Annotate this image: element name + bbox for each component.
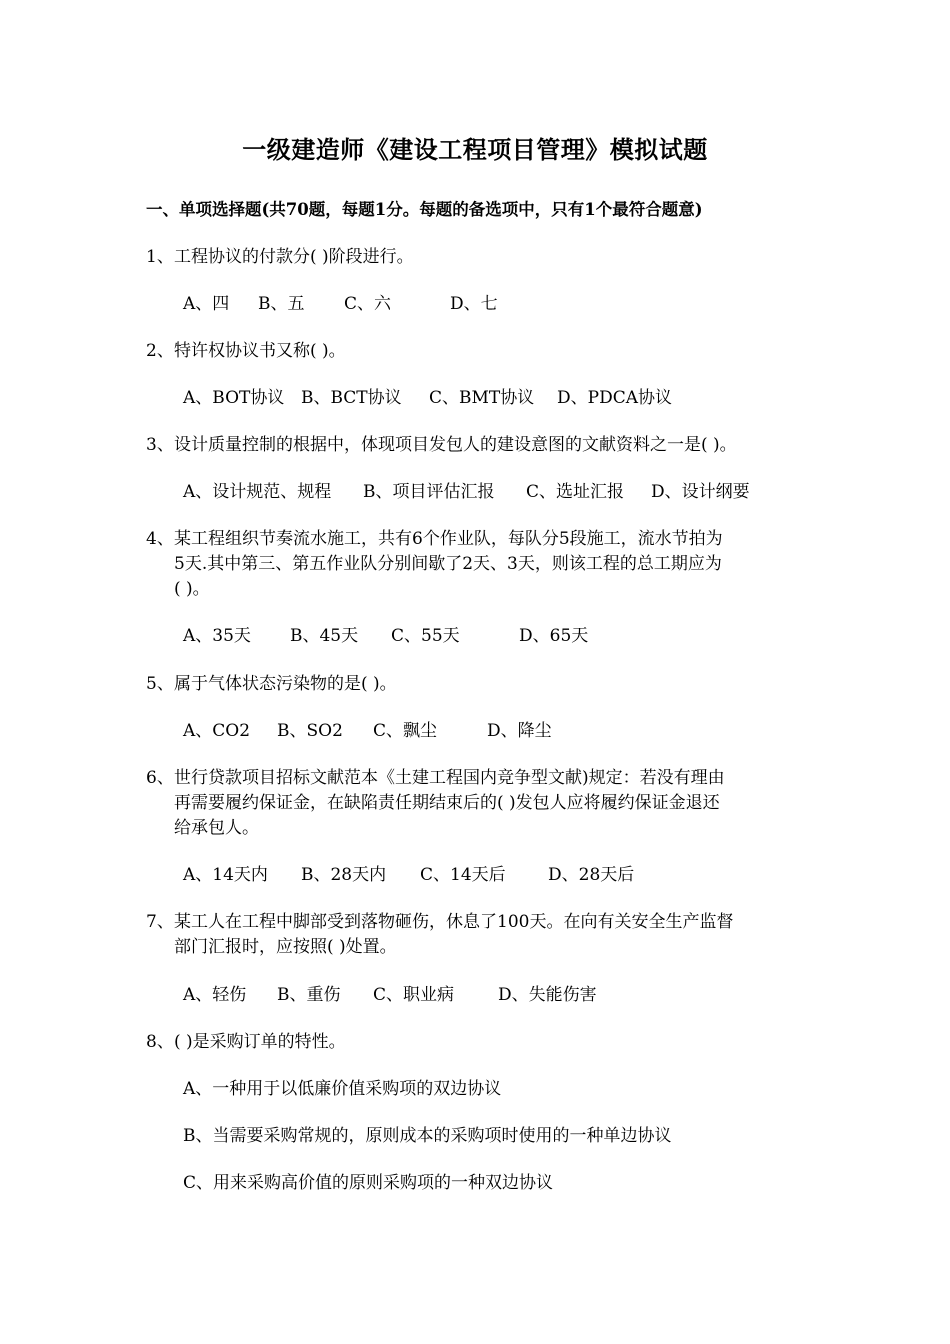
option-d: D、28天后: [548, 865, 635, 885]
question-number: 1、: [146, 247, 174, 267]
option-a: A、14天内: [183, 865, 268, 885]
option-a: A、BOT协议: [183, 388, 285, 408]
option-c: C、14天后: [420, 865, 506, 885]
question-5: [146, 672, 816, 697]
option-b: B、28天内: [301, 865, 387, 885]
option-c: C、用来采购高价值的原则采购项的一种双边协议: [183, 1173, 554, 1193]
question-number: 4、: [146, 529, 174, 549]
question-text: ( )是采购订单的特性。: [174, 1032, 346, 1052]
question-text: 设计质量控制的根据中，体现项目发包人的建设意图的文献资料之一是( )。: [174, 435, 737, 455]
option-d: D、降尘: [487, 721, 552, 741]
option-a: A、35天: [183, 626, 251, 646]
option-b: B、SO2: [277, 721, 343, 741]
question-4: [146, 527, 816, 602]
question-1-options: [183, 292, 498, 317]
option-c: C、BMT协议: [429, 388, 535, 408]
question-number: 7、: [146, 912, 174, 932]
question-text-line-2: 部门汇报时，应按照( )处置。: [174, 937, 397, 957]
question-text-line-1: 某工人在工程中脚部受到落物砸伤，休息了100天。在向有关安全生产监督: [174, 912, 734, 932]
option-b: B、BCT协议: [301, 388, 402, 408]
question-number: 3、: [146, 435, 174, 455]
question-text-line-2: 5天.其中第三、第五作业队分别间歇了2天、3天，则该工程的总工期应为: [174, 554, 722, 574]
option-b: B、项目评估汇报: [363, 482, 495, 502]
option-c: C、职业病: [373, 985, 455, 1005]
question-text-line-1: 某工程组织节奏流水施工，共有6个作业队，每队分5段施工，流水节拍为: [174, 529, 723, 549]
question-number: 6、: [146, 768, 174, 788]
option-b: B、45天: [290, 626, 359, 646]
question-3-options: [183, 480, 750, 505]
option-a: A、轻伤: [183, 985, 247, 1005]
question-text: 工程协议的付款分( )阶段进行。: [174, 247, 414, 267]
option-c: C、55天: [391, 626, 460, 646]
question-7: [146, 910, 816, 960]
option-d: D、设计纲要: [651, 482, 750, 502]
option-b: B、重伤: [277, 985, 341, 1005]
option-a: A、设计规范、规程: [183, 482, 332, 502]
question-4-options: [183, 624, 588, 649]
question-8: [146, 1030, 816, 1055]
option-a: A、一种用于以低廉价值采购项的双边协议: [183, 1079, 502, 1099]
option-d: D、PDCA协议: [557, 388, 672, 408]
question-text-line-2: 再需要履约保证金，在缺陷责任期结束后的( )发包人应将履约保证金退还: [174, 793, 720, 813]
question-text-line-1: 世行贷款项目招标文献范本《土建工程国内竞争型文献)规定：若没有理由: [174, 768, 725, 788]
option-d: D、失能伤害: [498, 985, 597, 1005]
question-text: 属于气体状态污染物的是( )。: [174, 674, 397, 694]
question-7-options: [183, 983, 597, 1008]
question-text: 特许权协议书又称( )。: [174, 341, 346, 361]
option-c: C、飘尘: [373, 721, 438, 741]
question-6-options: [183, 863, 634, 888]
document-title: 一级建造师《建设工程项目管理》模拟试题: [242, 135, 708, 164]
question-3: [146, 433, 816, 458]
question-2-options: [183, 386, 672, 411]
question-number: 2、: [146, 341, 174, 361]
question-6: [146, 766, 816, 841]
option-a: A、CO2: [183, 721, 251, 741]
question-text-line-3: 给承包人。: [174, 818, 259, 838]
option-c: C、六: [344, 294, 392, 314]
question-5-options: [183, 719, 552, 744]
option-b: B、当需要采购常规的，原则成本的采购项时使用的一种单边协议: [183, 1126, 672, 1146]
section-heading: 一、单项选择题(共70题，每题1分。每题的备选项中，只有1个最符合题意): [146, 200, 703, 219]
question-number: 8、: [146, 1032, 174, 1052]
question-number: 5、: [146, 674, 174, 694]
option-a: A、四: [183, 294, 230, 314]
option-d: D、65天: [519, 626, 589, 646]
question-1: [146, 245, 816, 270]
option-d: D、七: [450, 294, 498, 314]
question-text-line-3: ( )。: [174, 579, 210, 599]
question-2: [146, 339, 816, 364]
option-c: C、选址汇报: [526, 482, 625, 502]
option-b: B、五: [258, 294, 305, 314]
